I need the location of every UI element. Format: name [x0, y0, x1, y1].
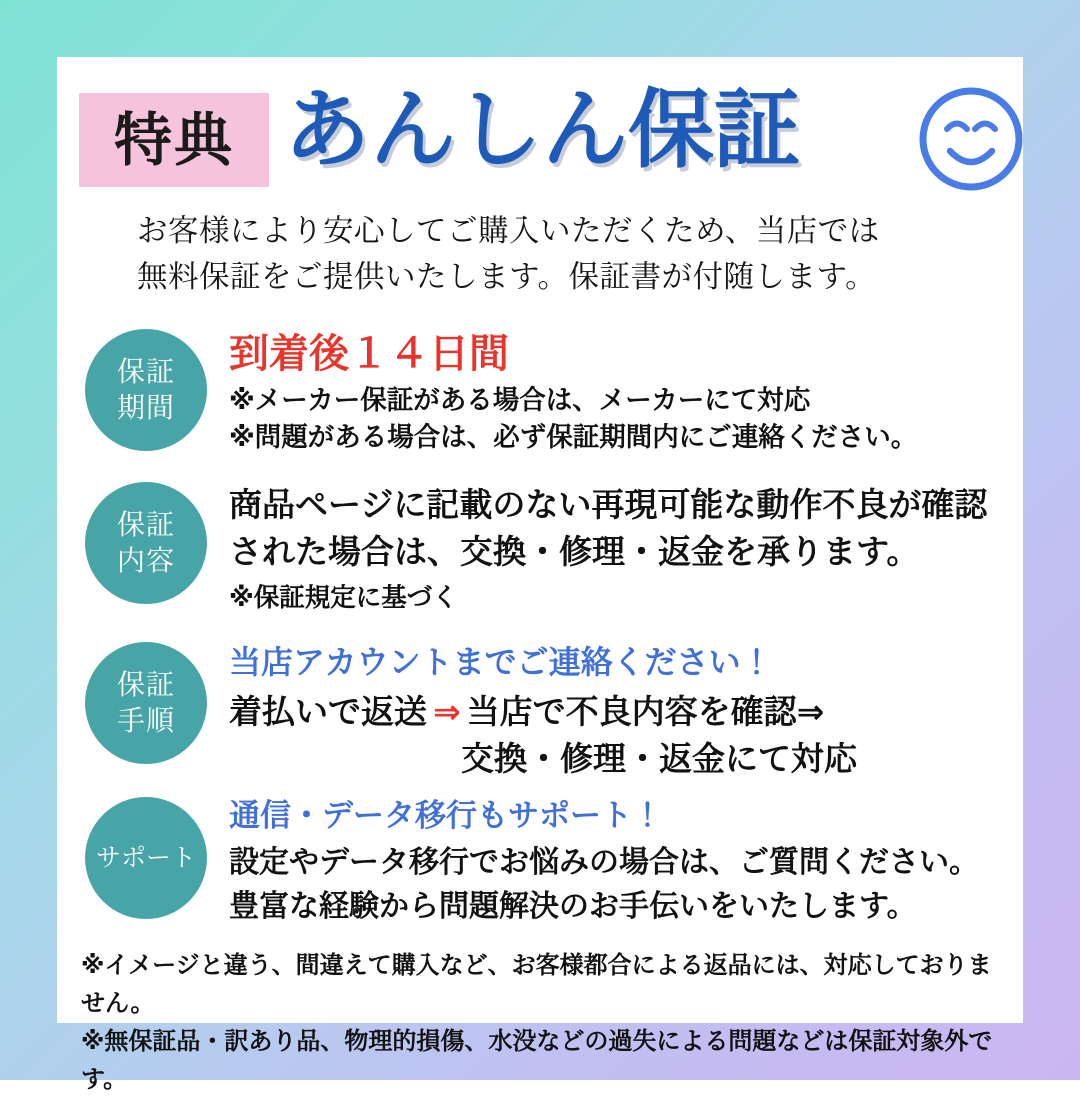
benefit-badge: [79, 93, 269, 187]
smiley-face-icon: [917, 85, 1025, 193]
warranty-period-title: 到着後１４日間: [229, 331, 509, 377]
section-badge-warranty-coverage: [85, 482, 207, 604]
coverage-note: ※保証規定に基づく: [229, 582, 458, 613]
section-badge-warranty-period: [85, 329, 207, 451]
support-line-1: 設定やデータ移行でお悩みの場合は、ご質問ください。: [229, 845, 979, 881]
warranty-period-note-2: ※問題がある場合は、必ず保証期間内にご連絡ください。: [229, 421, 918, 453]
footnotes: [81, 947, 1006, 1099]
section-support: [85, 797, 1000, 929]
warranty-card: [57, 57, 1023, 1093]
footnote-2: ※無保証品・訳あり品、物理的損傷、水没などの過失による問題などは保証対象外です。: [81, 1026, 993, 1093]
section-body-warranty-procedure: [207, 642, 1000, 783]
procedure-step-1: 着払いで返送: [229, 692, 427, 732]
intro-line-2: 無料保証をご提供いたします。保証書が付随します。: [137, 260, 877, 296]
procedure-step-row: [229, 689, 1000, 736]
section-warranty-coverage: [85, 482, 1000, 614]
badge-line-1: 保証: [116, 508, 175, 542]
warranty-period-note-1: ※メーカー保証がある場合は、メーカーにて対応: [229, 385, 811, 417]
badge-line-2: 手順: [116, 704, 175, 737]
coverage-line-2: された場合は、交換・修理・返金を承ります。: [229, 531, 920, 571]
support-title: 通信・データ移行もサポート！: [229, 798, 663, 834]
section-body-warranty-period: [207, 329, 1000, 457]
badge-line-2: 期間: [116, 391, 175, 424]
intro-line-1: お客様により安心してご購入いただくため、当店では: [137, 214, 880, 249]
procedure-title: 当店アカウントまでご連絡ください！: [229, 643, 773, 681]
badge-line-1: 保証: [116, 668, 175, 702]
section-body-warranty-coverage: [207, 482, 1000, 614]
benefit-badge-label: 特典: [113, 106, 234, 174]
section-warranty-procedure: [85, 642, 1000, 783]
badge-line-1: 保証: [116, 355, 175, 389]
badge-line-1: サポート: [95, 843, 196, 872]
section-warranty-period: [85, 329, 1000, 457]
arrow-right-icon: ⇒: [433, 692, 461, 732]
coverage-line-1: 商品ページに記載のない再現可能な動作不良が確認: [229, 485, 988, 524]
section-badge-support: [85, 797, 207, 919]
header: [79, 75, 1004, 200]
support-line-2: 豊富な経験から問題解決のお手伝いをいたします。: [229, 888, 917, 924]
page-title: あんしん保証: [284, 80, 800, 180]
footnote-1: ※イメージと違う、間違えて購入など、お客様都合による返品には、対応しておりません。: [81, 951, 992, 1017]
badge-line-2: 内容: [116, 544, 175, 577]
section-body-support: [207, 797, 1000, 929]
section-badge-warranty-procedure: [85, 642, 207, 764]
intro-paragraph: [137, 209, 997, 302]
procedure-step-3: 交換・修理・返金にて対応: [461, 739, 857, 779]
procedure-step-2: 当店で不良内容を確認⇒: [466, 692, 825, 732]
